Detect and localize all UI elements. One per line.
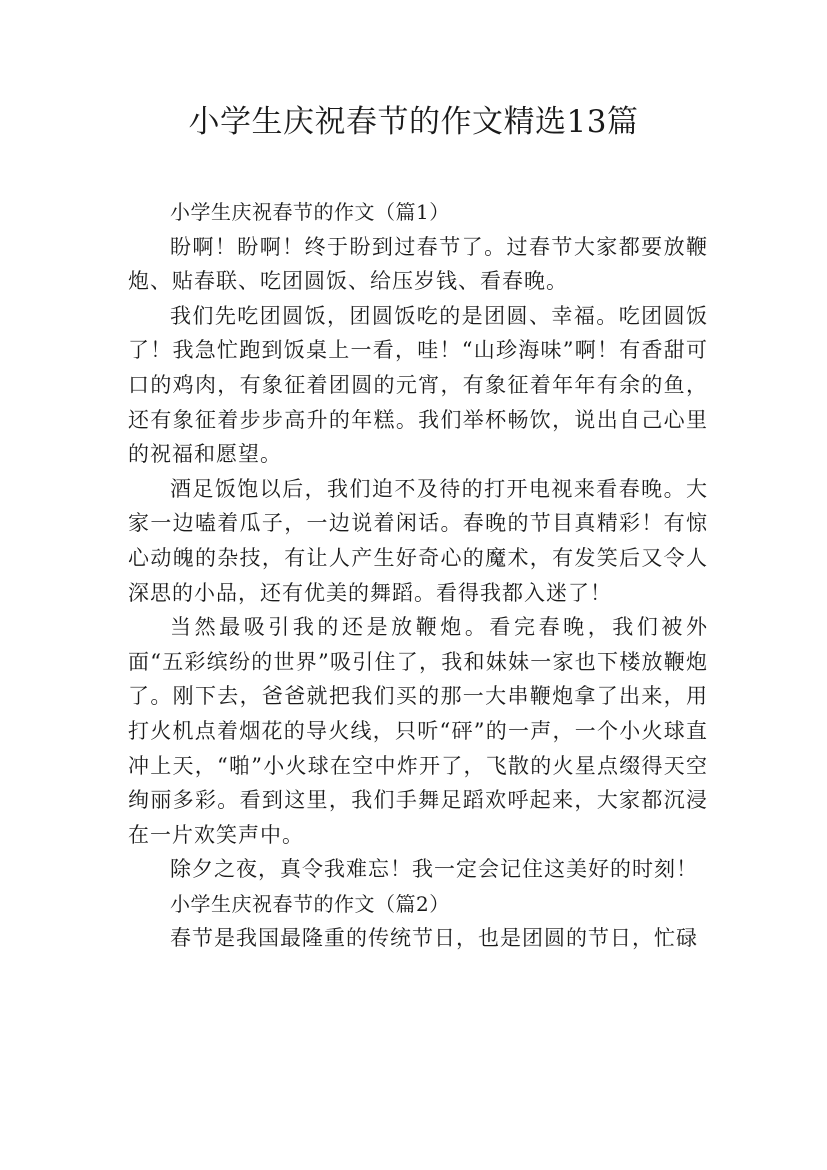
section-heading-2: 小学生庆祝春节的作文（篇2） [170,891,450,916]
paragraph: 我们先吃团圆饭，团圆饭吃的是团圆、幸福。吃团圆饭了！我急忙跑到饭桌上一看，哇！“山珍海味”啊！有香甜可口的鸡肉，有象征着团圆的元宵，有象征着年年有余的鱼，还有象征着步步高升的年糕。我们举杯畅饮，说出自己心里的祝福和愿望。 [128,303,708,467]
document-body [128,195,708,956]
paragraph: 酒足饭饱以后，我们迫不及待的打开电视来看春晚。大家一边嗑着瓜子，一边说着闲话。春晚的节目真精彩！有惊心动魄的杂技，有让人产生好奇心的魔术，有发笑后又令人深思的小品，还有优美的舞蹈。看得我都入迷了！ [128,476,708,605]
document-title: 小学生庆祝春节的作文精选13篇 [188,104,639,140]
section-heading-1: 小学生庆祝春节的作文（篇1） [170,200,450,224]
paragraph: 盼啊！盼啊！终于盼到过春节了。过春节大家都要放鞭炮、贴春联、吃团圆饭、给压岁钱、看春晚。 [128,234,708,294]
paragraph: 当然最吸引我的还是放鞭炮。看完春晚，我们被外面“五彩缤纷的世界”吸引住了，我和妹妹一家也下楼放鞭炮了。刚下去，爸爸就把我们买的那一大串鞭炮拿了出来，用打火机点着烟花的导火线，只听“砰”的一声，一个小火球直冲上天，“啪”小火球在空中炸开了，飞散的火星点缀得天空绚丽多彩。看到这里，我们手舞足蹈欢呼起来，大家都沉浸在一片欢笑声中。 [128,615,708,847]
paragraph: 除夕之夜，真令我难忘！我一定会记住这美好的时刻！ [170,857,698,882]
paragraph: 春节是我国最隆重的传统节日，也是团圆的节日，忙碌 [170,926,698,951]
